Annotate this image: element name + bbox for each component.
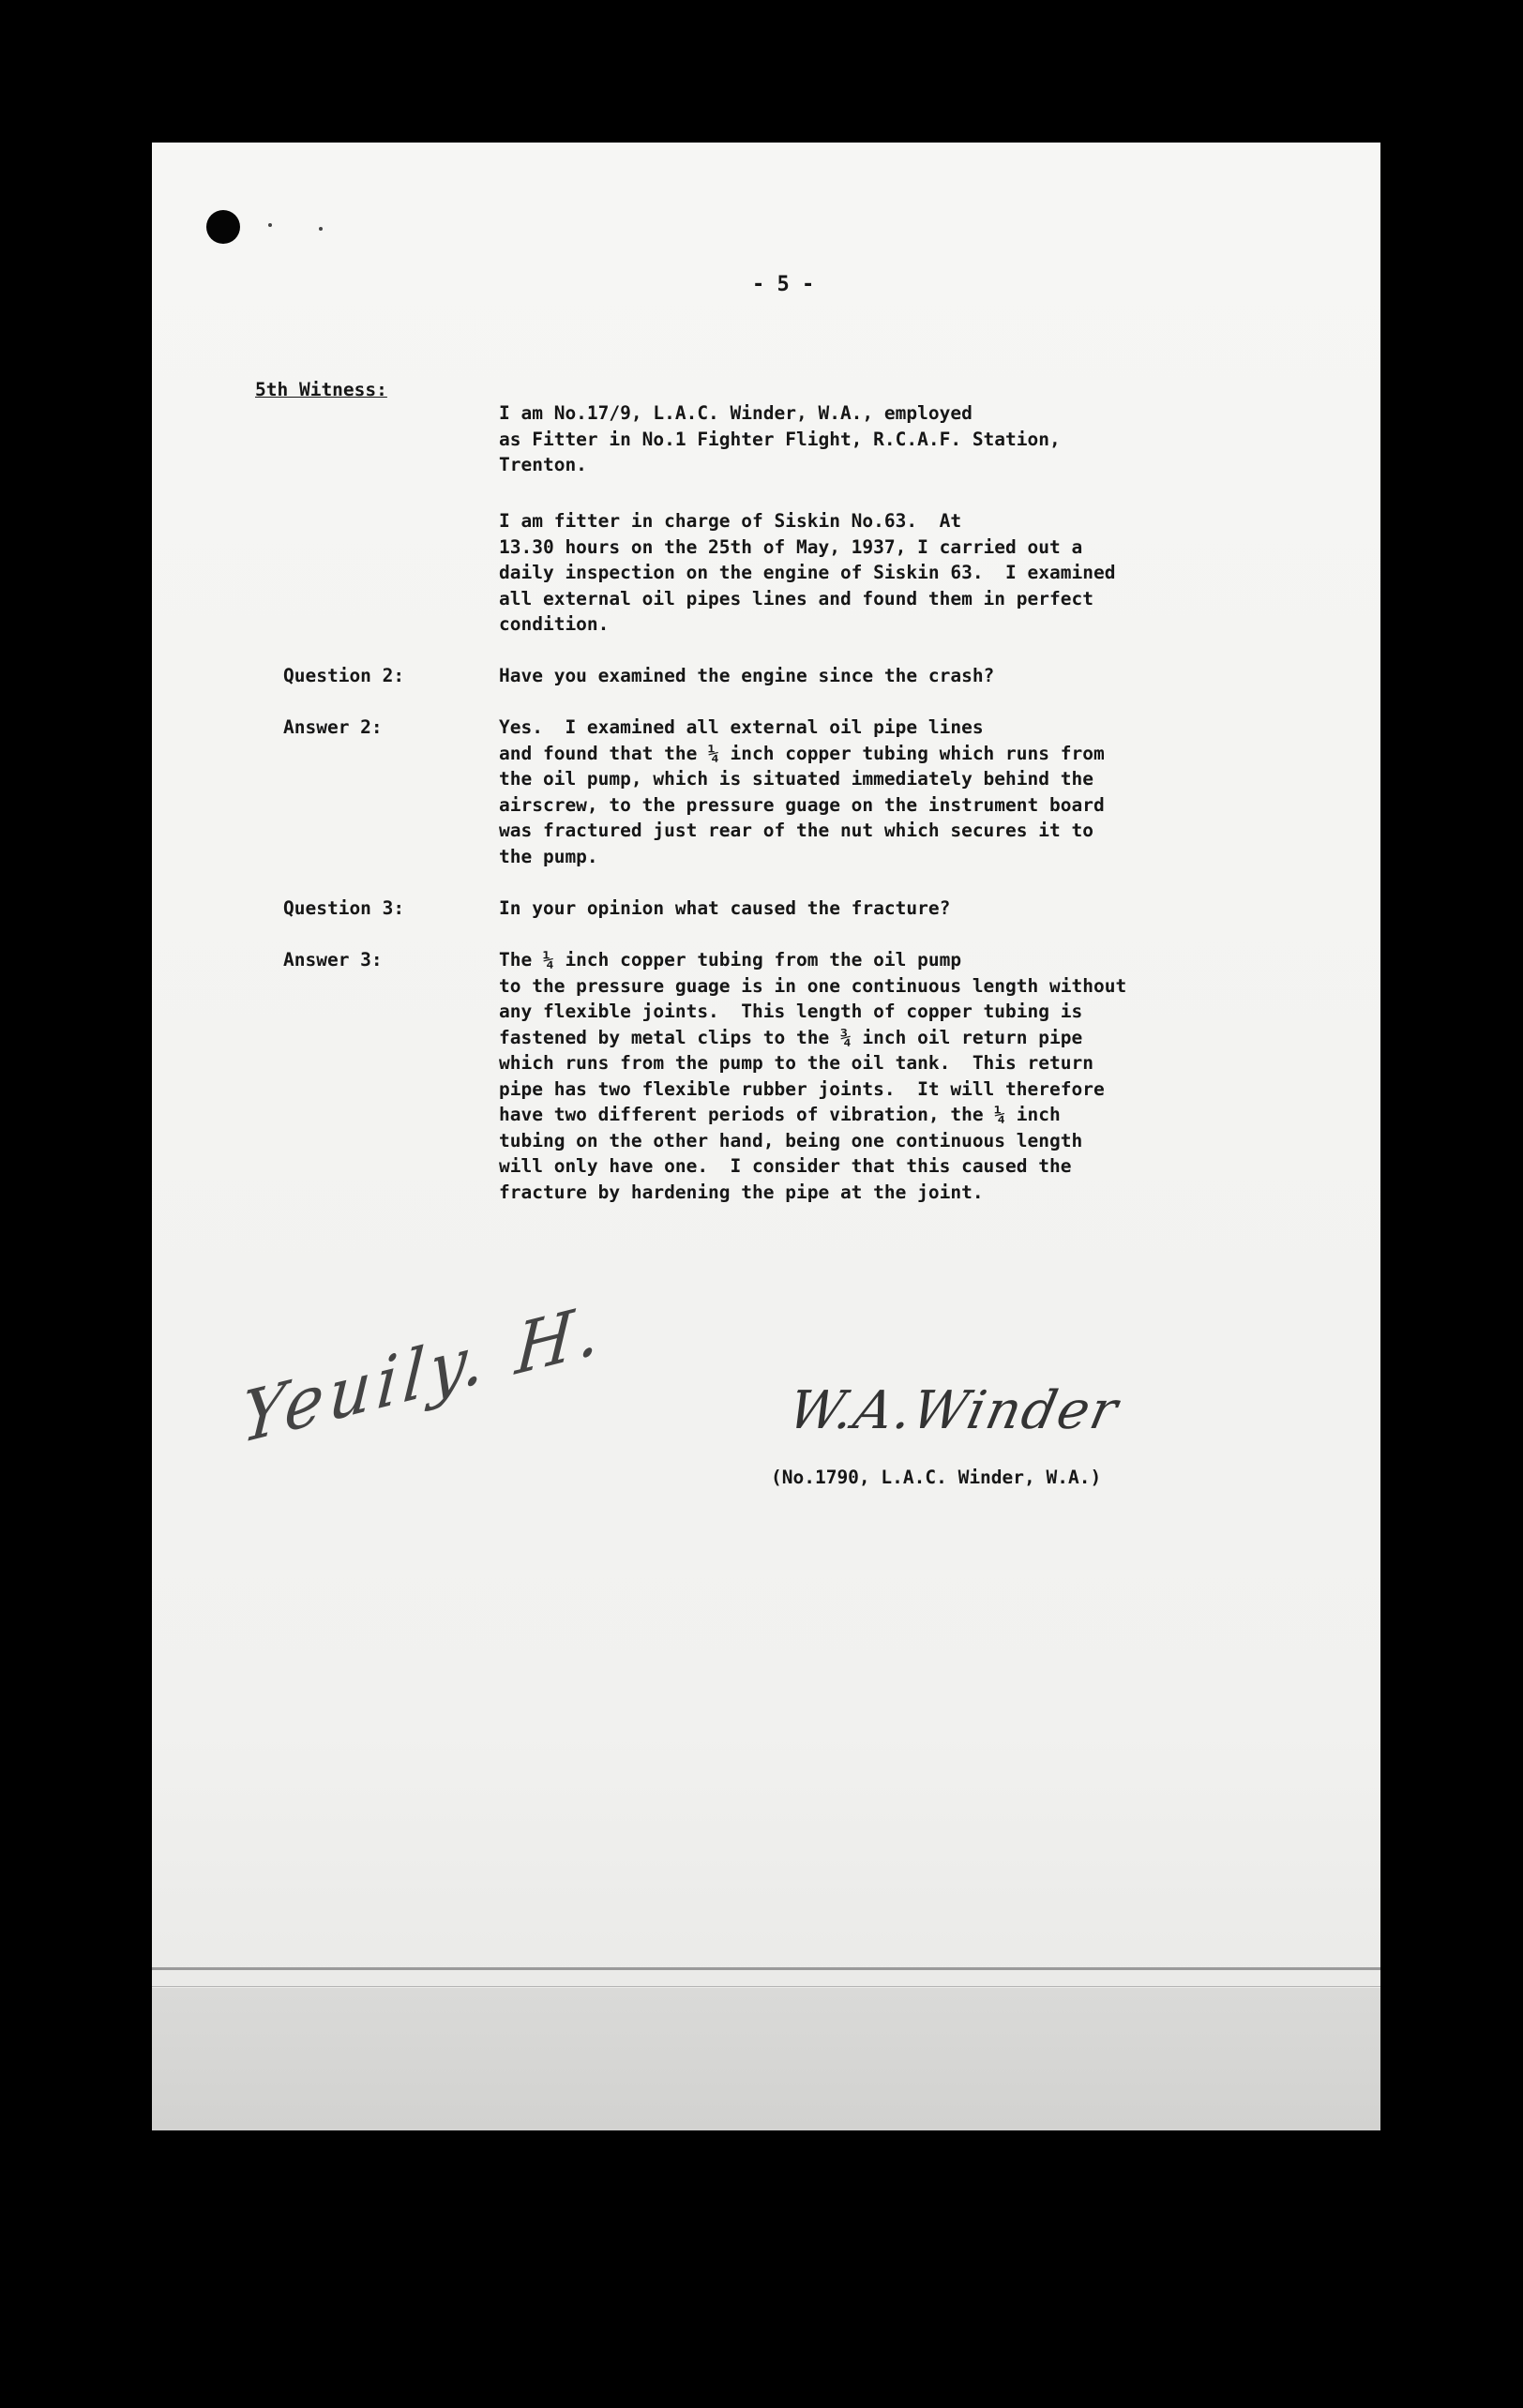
witness-heading: 5th Witness: [255,379,387,400]
answer-3-label: Answer 3: [283,949,383,971]
punch-hole [206,210,240,244]
question-3-text: In your opinion what caused the fracture? [499,897,951,919]
document-page [152,143,1380,2130]
question-2-label: Question 2: [283,665,405,686]
question-2-text: Have you examined the engine since the crash? [499,665,995,686]
handwritten-initials: Yeuily. H. [238,1286,609,1460]
statement-inspection: I am fitter in charge of Siskin No.63. At 13.30 hours on the 25th of May, 1937, I carried out a daily inspection on the engine of Siskin 63. I examined all external oil pipes lines and found them in perfect condition. [499,510,1116,635]
answer-2-label: Answer 2: [283,716,383,738]
signature-caption: (No.1790, L.A.C. Winder, W.A.) [771,1467,1102,1488]
statement-intro: I am No.17/9, L.A.C. Winder, W.A., employed as Fitter in No.1 Fighter Flight, R.C.A.F. Station, Trenton. [499,402,1061,475]
page-number: - 5 - [752,273,815,296]
question-3-label: Question 3: [283,897,405,919]
page-bottom-band [152,1988,1380,2130]
answer-3-text: The ¼ inch copper tubing from the oil pump to the pressure guage is in one continuous length without any flexible joints. This length of copper tubing is fastened by metal clips to the ¾ inch oil return pipe which runs from the pump to the oil tank. This return pipe has two flexible rubber joints. It will therefore have two different periods of vibration, the ¼ inch tubing on the other hand, being one continuous length will only have one. I consider that this caused the fracture by hardening the pipe at the joint. [499,949,1127,1203]
answer-2-text: Yes. I examined all external oil pipe lines and found that the ¼ inch copper tubing which runs from the oil pump, which is situated immediately behind the airscrew, to the pressure guage on the instrument board was fractured just rear of the nut which secures it to the pump. [499,716,1105,867]
handwritten-signature: W.A.Winder [783,1380,1125,1441]
dust-speck [319,227,323,231]
fold-line [152,1967,1380,1970]
dust-speck [268,223,272,227]
fold-line [152,1986,1380,1987]
